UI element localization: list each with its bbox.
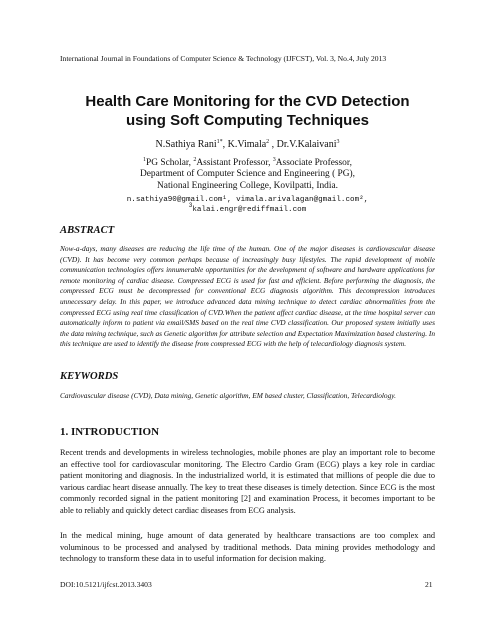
affiliation-department: Department of Computer Science and Engineering ( PG),: [139, 169, 356, 180]
role-3: Associate Professor,: [275, 158, 352, 168]
introduction-paragraph-2: In the medical mining, huge amount of data generated by healthcare transactions are too complex and voluminous to be processed and analysed by traditional methods. Data mining provides methodology and technology to transform these data in to useful information for decision making.: [60, 531, 435, 563]
doi: DOI:10.5121/ijfcst.2013.3403: [60, 580, 152, 589]
abstract-text: Now-a-days, many diseases are reducing the life time of the human. One of the major diseases is cardiovascular disease (CVD). It has become very common perhaps because of increasingly busy lifestyles. The rapid development of mobile communication technologies offers innumerable opportunities for the development of software and hardware applications for remote monitoring of cardiac disease. Compressed ECG is used for fast and efficient. Before performing the diagnosis, the compressed ECG must be decompressed for conventional ECG diagnosis algorithm. This decompression introduces unnecessary delay. In this paper, we introduce advanced data mining technique to detect cardiac abnormalities from the compressed ECG using real time classification of CVD.When the patient affect cardiac disease, at the time hospital server can automatically inform to patient via email/SMS based on the real time CVD classification. Our proposed system initially uses the data mining technique, such as Genetic algorithm for attribute selection and Expectation Maximization based clustering. In this technique are used to identify the disease from compressed ECG with the help of telecardiology diagnosis system.: [60, 244, 435, 349]
email-line-2: [60, 202, 435, 215]
journal-header: International Journal in Foundations of Computer Science & Technology (IJFCST), Vol. 3, No.4, July 2013: [60, 54, 387, 63]
author-list: [60, 139, 435, 150]
affiliation-roles: [60, 158, 435, 169]
author-2-mark: 2: [266, 139, 270, 145]
author-1-mark: 1*: [216, 139, 223, 145]
role-2-mark: 2: [193, 157, 197, 163]
affiliation: [60, 158, 435, 192]
title-line-1: Health Care Monitoring for the CVD Detection: [85, 93, 410, 110]
abstract-heading: ABSTRACT: [60, 225, 115, 236]
email-3: kalai.engr@rediffmail.com: [192, 206, 307, 214]
role-1-mark: 1: [143, 157, 147, 163]
author-3-mark: 3: [336, 139, 340, 145]
introduction-paragraph-1: Recent trends and developments in wireless technologies, mobile phones are play an important role to become an effective tool for cardiovascular monitoring. The Electro Cardio Gram (ECG) plays a key role in cardiac patient monitoring and diagnosis. In the industrialized world, it is estimated that millions of people die due to various cardiac heart disease annually. The key to treat these diseases is timely detection. Since ECG is the most commonly recorded signal in the patient monitoring [2] and examination Process, it becomes important to be able to reliably and quickly detect cardiac diseases from ECG analysis.: [60, 448, 435, 515]
title-line-2: using Soft Computing Techniques: [125, 112, 370, 129]
author-2: , K.Vimala: [222, 139, 267, 150]
affiliation-college: National Engineering College, Kovilpatti, India.: [157, 180, 338, 191]
keywords-text: Cardiovascular disease (CVD), Data mining, Genetic algorithm, EM based cluster, Classification, Telecardiology.: [60, 391, 396, 400]
author-emails: [60, 195, 435, 215]
author-3: , Dr.V.Kalaivani: [269, 139, 337, 150]
author-1: N.Sathiya Rani: [155, 139, 217, 150]
role-1: PG Scholar,: [146, 158, 194, 168]
role-3-mark: 3: [272, 157, 276, 163]
role-2: Assistant Professor,: [196, 158, 273, 168]
paper-title: [40, 92, 455, 130]
introduction-heading: 1. INTRODUCTION: [60, 426, 160, 438]
email-line-1: n.sathiya90@gmail.com¹, vimala.arivalagan@gmail.com²,: [126, 196, 369, 204]
email-3-mark: 3: [188, 202, 193, 209]
page-number: 21: [425, 580, 433, 589]
keywords-heading: KEYWORDS: [60, 371, 119, 382]
